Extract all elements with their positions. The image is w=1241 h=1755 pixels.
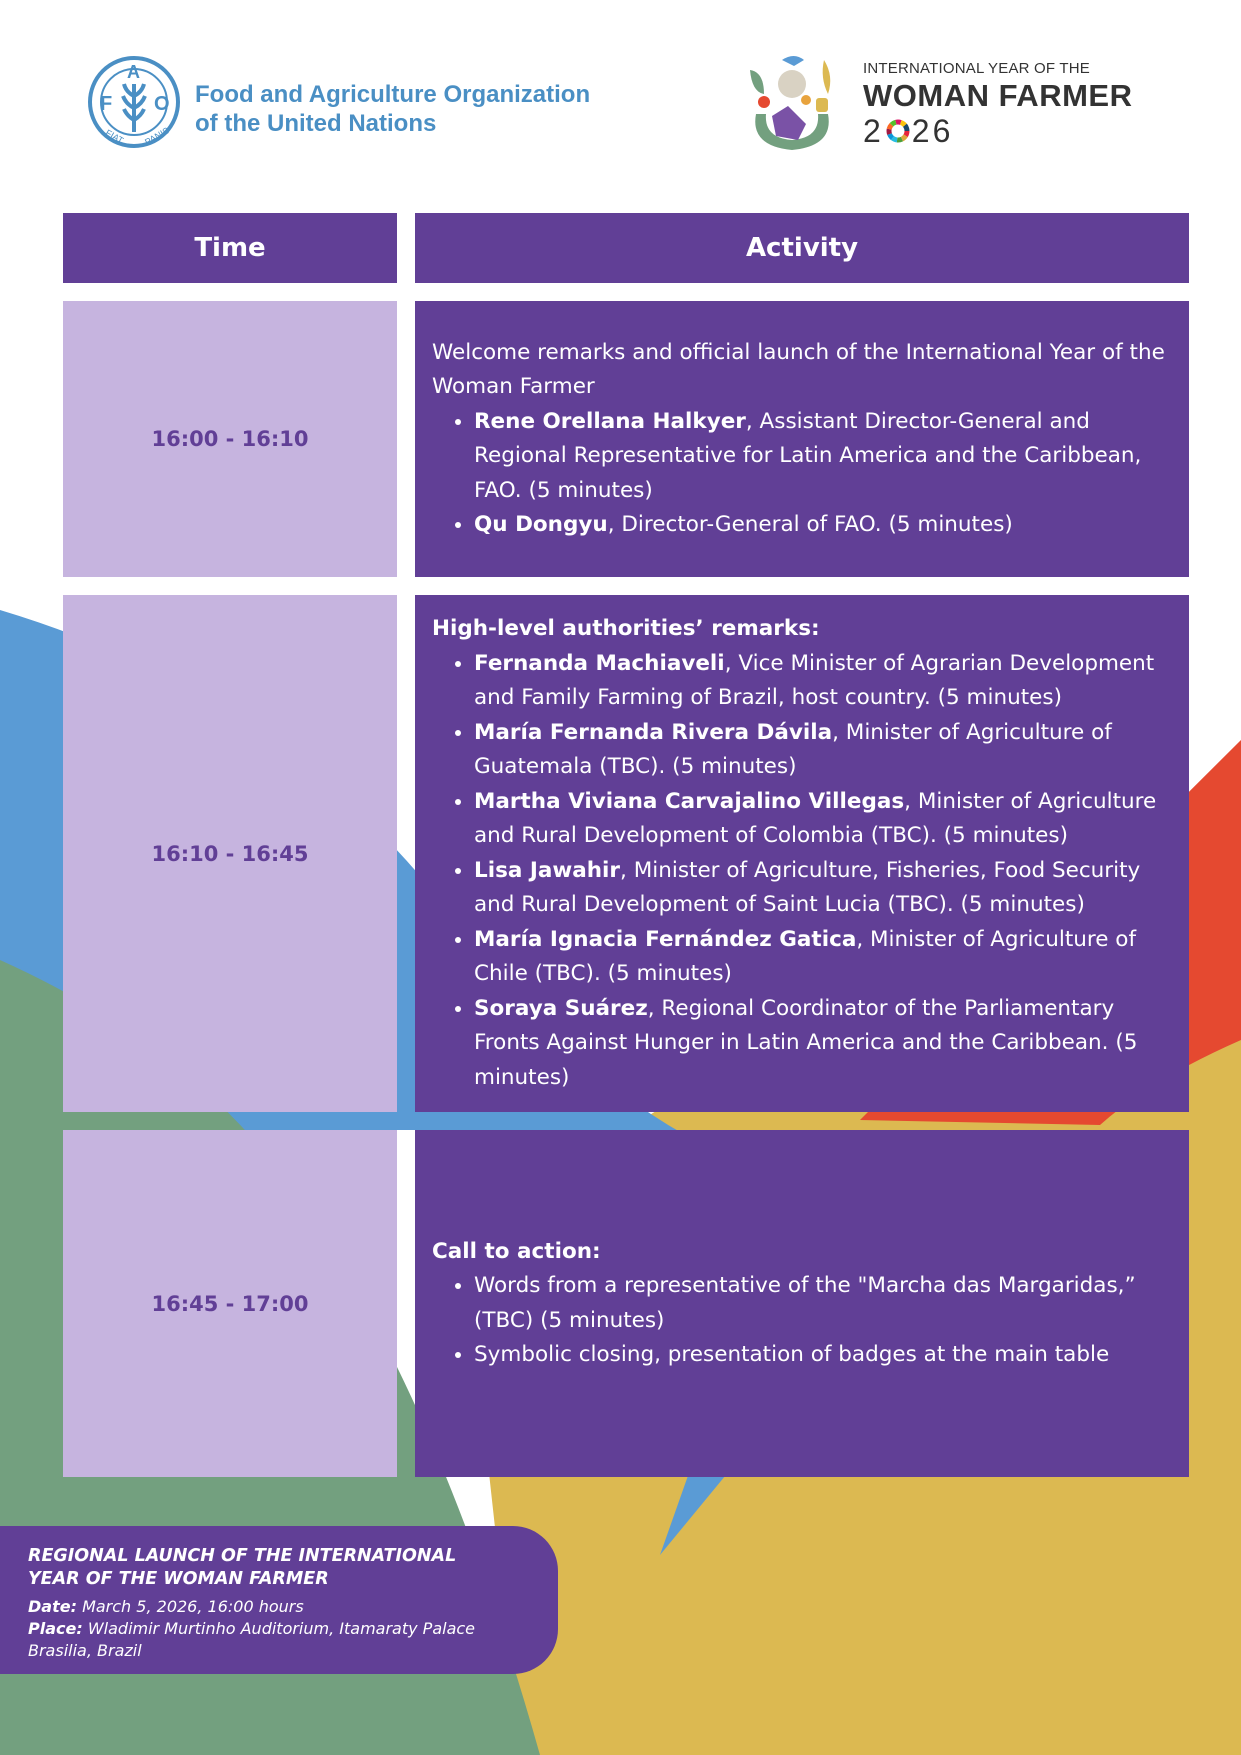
iywf-line1: INTERNATIONAL YEAR OF THE: [863, 60, 1090, 77]
action-list-row-3: [432, 1269, 1167, 1373]
iywf-year-digit-2: 2: [863, 113, 884, 149]
activity-intro-row-3: Call to action:: [432, 1238, 601, 1264]
fao-name-line2: of the United Nations: [195, 110, 437, 137]
speaker-name: Fernanda Machiaveli: [474, 650, 725, 676]
fao-name-line1: Food and Agriculture Organization: [195, 81, 591, 108]
list-item: • Words from a representative of the "Marcha das Margaridas,” (TBC) (5 minutes): [474, 1269, 1167, 1338]
activity-cell-row-3: [415, 1130, 1189, 1477]
speaker-role: , Minister of Agriculture, Fisheries, Food Security and Rural Development of Saint Lucia (TBC). (5 minutes): [474, 857, 1141, 917]
speaker-name: Martha Viviana Carvajalino Villegas: [474, 788, 905, 814]
speaker-name: Soraya Suárez: [474, 995, 648, 1021]
list-item: • Symbolic closing, presentation of badges at the main table: [474, 1338, 1167, 1373]
activity-intro-row-1: Welcome remarks and official launch of the International Year of the Woman Farmer: [432, 339, 1165, 399]
speaker-role: , Regional Coordinator of the Parliamentary Fronts Against Hunger in Latin America and the Caribbean. (5 minutes): [474, 995, 1138, 1090]
fao-letter-f: F: [100, 93, 113, 115]
speaker-name: Lisa Jawahir: [474, 857, 621, 883]
speaker-list-row-2: [432, 647, 1167, 1096]
woman-farmer-title: [863, 60, 1132, 148]
activity-cell-row-1: [415, 301, 1189, 577]
list-item: [474, 716, 1167, 785]
sdg-wheel-icon: [886, 119, 910, 143]
speaker-role: , Minister of Agriculture of Chile (TBC). (5 minutes): [474, 926, 1137, 986]
event-place: [28, 1618, 538, 1640]
speaker-role: , Minister of Agriculture of Guatemala (TBC). (5 minutes): [474, 719, 1112, 779]
fao-emblem-icon: [86, 54, 182, 150]
place-label: Place:: [28, 1619, 83, 1638]
event-date: [28, 1596, 538, 1618]
activity-intro-row-2: High-level authorities’ remarks:: [432, 616, 820, 641]
event-place-city: Brasilia, Brazil: [28, 1641, 142, 1660]
speaker-role: , Minister of Agriculture and Rural Development of Colombia (TBC). (5 minutes): [474, 788, 1157, 848]
list-item: [474, 992, 1167, 1096]
list-item: [474, 405, 1167, 509]
iywf-year: [863, 114, 1132, 148]
fao-letter-a: A: [127, 62, 140, 82]
time-cell-row-1: 16:00 - 16:10: [63, 301, 397, 577]
fao-motto-fiat: FIAT: [103, 127, 126, 146]
date-value: March 5, 2026, 16:00 hours: [76, 1597, 304, 1616]
speaker-name: Rene Orellana Halkyer: [474, 408, 746, 434]
fao-letter-o: O: [154, 93, 170, 115]
fao-motto-panis: PANIS: [143, 125, 171, 148]
speaker-name: Qu Dongyu: [474, 512, 608, 537]
date-label: Date:: [28, 1597, 77, 1616]
list-item: [474, 785, 1167, 854]
list-item: [474, 854, 1167, 923]
speaker-name: María Fernanda Rivera Dávila: [474, 719, 833, 745]
speaker-role: , Vice Minister of Agrarian Development and Family Farming of Brazil, host country. (5 minutes): [474, 650, 1155, 710]
event-info-box: [0, 1526, 558, 1674]
speaker-name: María Ignacia Fernández Gatica: [474, 926, 857, 952]
list-item: [474, 508, 1167, 543]
fao-name: [195, 80, 590, 138]
speaker-role: , Assistant Director-General and Regional Representative for Latin America and the Caribbean, FAO. (5 minutes): [474, 408, 1142, 503]
iywf-year-digits-26: 26: [911, 113, 954, 149]
speaker-role: , Director-General of FAO. (5 minutes): [607, 512, 1013, 537]
iywf-line2: WOMAN FARMER: [863, 78, 1133, 113]
activity-cell-row-2: [415, 595, 1189, 1112]
event-title: REGIONAL LAUNCH OF THE INTERNATIONAL YEAR OF THE WOMAN FARMER: [28, 1546, 457, 1589]
woman-farmer-emblem-icon: [742, 50, 842, 154]
list-item: [474, 923, 1167, 992]
time-cell-row-3: 16:45 - 17:00: [63, 1130, 397, 1477]
speaker-list-row-1: [432, 405, 1167, 543]
time-cell-row-2: 16:10 - 16:45: [63, 595, 397, 1112]
list-item: [474, 647, 1167, 716]
page-header: [0, 0, 1241, 190]
column-header-time: Time: [63, 213, 397, 283]
column-header-activity: Activity: [415, 213, 1189, 283]
place-value: Wladimir Murtinho Auditorium, Itamaraty Palace: [82, 1619, 476, 1638]
